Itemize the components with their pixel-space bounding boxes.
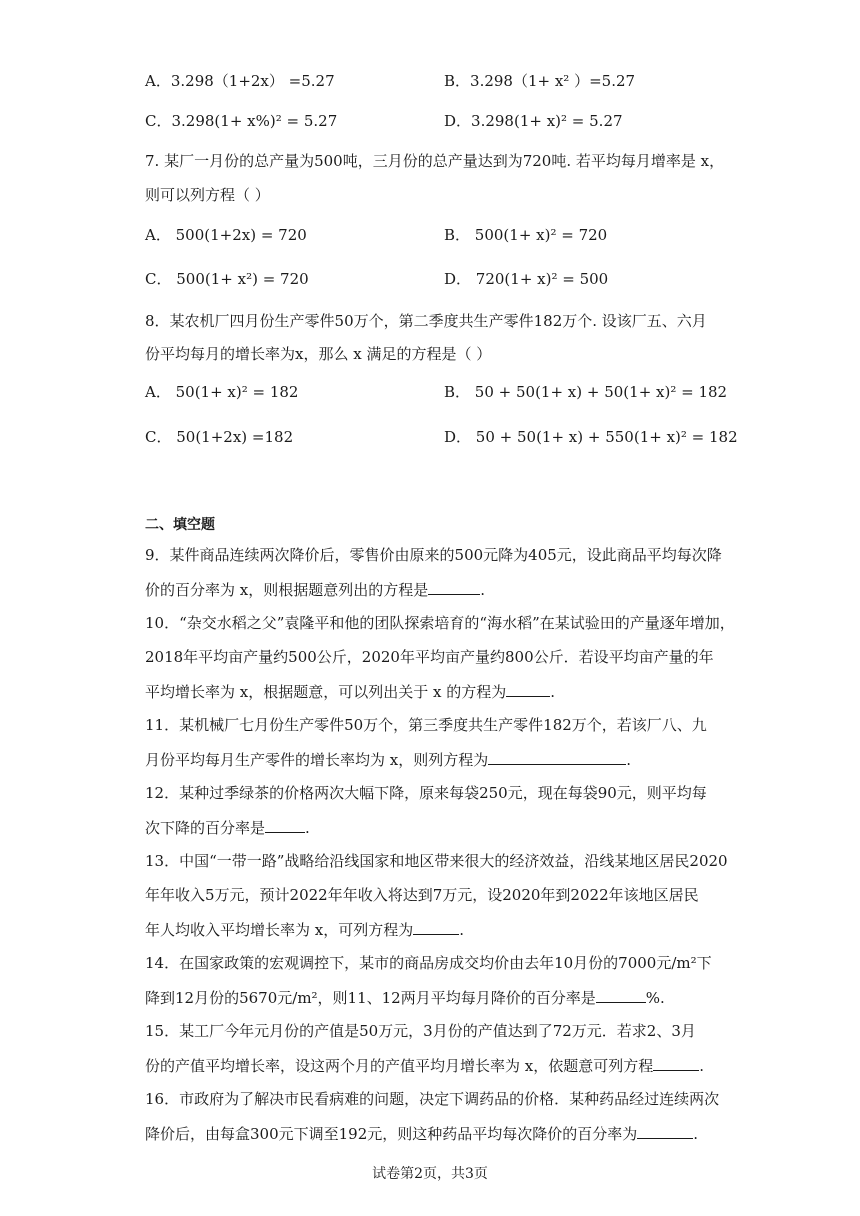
q9-line2 [145,580,485,601]
q8-line2: 份平均每月的增长率为x，那么 x 满足的方程是（ ） [145,345,492,363]
q15-line1: 15．某工厂今年元月份的产值是50万元，3月份的产值达到了72万元．若求2、3月 [145,1022,696,1040]
q14-line2-end: %. [645,989,665,1007]
q12-line1: 12．某种过季绿茶的价格两次大幅下降，原来每袋250元，现在每袋90元，则平均每 [145,784,707,802]
q13-line2: 年年收入5万元，预计2022年年收入将达到7万元，设2020年到2022年该地区居民 [145,886,699,904]
q7-option-a: A． 500(1+2x) = 720 [145,226,307,244]
q11-line2-end: . [626,751,632,769]
q13-line1: 13．中国“一带一路”战略给沿线国家和地区带来很大的经济效益，沿线某地区居民2020 [145,852,728,870]
q7-line1: 7. 某厂一月份的总产量为500吨，三月份的总产量达到为720吨. 若平均每月增率是 x， [145,152,725,170]
q10-line3 [145,682,555,703]
q14-line2 [145,988,665,1009]
q14-line1: 14．在国家政策的宏观调控下，某市的商品房成交均价由去年10月份的7000元/m²下 [145,954,712,972]
q13-line3 [145,920,464,941]
q7-option-b: B． 500(1+ x)² = 720 [444,226,608,244]
q10-line3-text: 平均增长率为 x，根据题意，可以列出关于 x 的方程为 [145,683,507,701]
q7-option-c: C． 500(1+ x²) = 720 [145,270,309,288]
q15-line2 [145,1056,704,1077]
q12-line2-end: . [305,819,310,837]
q11-answer-blank[interactable] [488,750,626,765]
section-title-fill-in: 二、填空题 [145,517,215,533]
q13-answer-blank[interactable] [413,920,459,935]
q8-option-d: D． 50 + 50(1+ x) + 550(1+ x)² = 182 [444,428,738,446]
q10-line2: 2018年平均亩产量约500公斤，2020年平均亩产量约800公斤．若设平均亩产量的年 [145,648,714,666]
q15-line2-end: . [699,1057,705,1075]
page-footer: 试卷第2页，共3页 [372,1166,488,1182]
q7-option-d: D． 720(1+ x)² = 500 [444,270,609,288]
q15-line2-text: 份的产值平均增长率，设这两个月的产值平均月增长率为 x，依题意可列方程 [145,1057,654,1075]
q9-line2-end: . [480,581,486,599]
q10-line3-end: . [550,683,556,701]
q12-line2 [145,818,310,839]
q9-answer-blank[interactable] [428,580,480,595]
q8-option-b: B． 50 + 50(1+ x) + 50(1+ x)² = 182 [444,383,728,401]
q12-line2-text: 次下降的百分率是 [145,819,266,837]
q16-line2-text: 降价后，由每盒300元下调至192元，则这种药品平均每次降价的百分率为 [145,1125,638,1143]
q6-option-b: B．3.298（1+ x² ）=5.27 [444,72,636,90]
q16-answer-blank[interactable] [637,1124,693,1139]
q8-option-a: A． 50(1+ x)² = 182 [145,383,299,401]
q16-line2-end: . [693,1125,699,1143]
q11-line2-text: 月份平均每月生产零件的增长率均为 x，则列方程为 [145,751,489,769]
q14-line2-text: 降到12月份的5670元/m²，则11、12两月平均每月降价的百分率是 [145,989,596,1007]
q14-answer-blank[interactable] [596,988,646,1003]
q7-line2: 则可以列方程（ ） [145,186,270,204]
q11-line2 [145,750,631,771]
q6-option-c: C．3.298(1+ x%)² = 5.27 [145,112,338,130]
q16-line2 [145,1124,698,1145]
q10-line1: 10．“杂交水稻之父”袁隆平和他的团队探索培育的“海水稻”在某试验田的产量逐年增加， [145,614,735,632]
q15-answer-blank[interactable] [653,1056,699,1071]
q9-line2-text: 价的百分率为 x，则根据题意列出的方程是 [145,581,429,599]
q12-answer-blank[interactable] [265,818,305,833]
q13-line3-end: . [459,921,465,939]
q8-line1: 8．某农机厂四月份生产零件50万个，第二季度共生产零件182万个. 设该厂五、六月 [145,312,707,330]
q9-line1: 9．某件商品连续两次降价后，零售价由原来的500元降为405元，设此商品平均每次降 [145,546,722,564]
q6-option-d: D．3.298(1+ x)² = 5.27 [444,112,623,130]
q10-answer-blank[interactable] [506,682,550,697]
q13-line3-text: 年人均收入平均增长率为 x，可列方程为 [145,921,414,939]
q8-option-c: C． 50(1+2x) =182 [145,428,294,446]
q16-line1: 16．市政府为了解决市民看病难的问题，决定下调药品的价格．某种药品经过连续两次 [145,1090,720,1108]
q11-line1: 11．某机械厂七月份生产零件50万个，第三季度共生产零件182万个，若该厂八、九 [145,716,707,734]
q6-option-a: A．3.298（1+2x） =5.27 [145,72,335,90]
